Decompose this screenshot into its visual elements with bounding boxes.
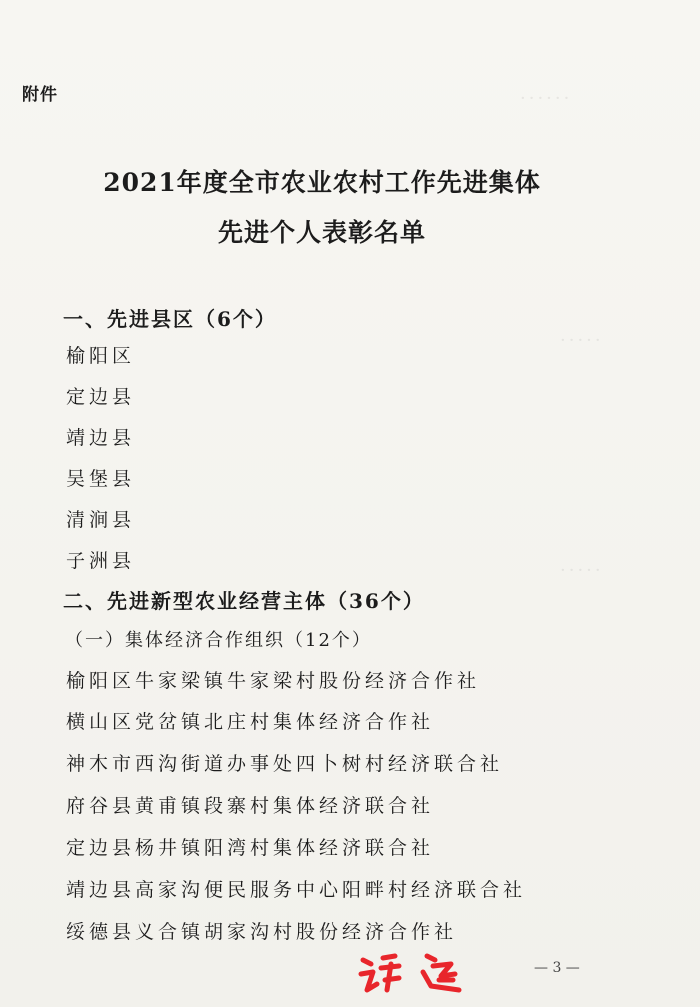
organization-item: 横山区党岔镇北庄村集体经济合作社 (66, 711, 435, 733)
organization-item: 榆阳区牛家梁镇牛家梁村股份经济合作社 (66, 670, 481, 692)
section2-subheading: （一）集体经济合作组织（12个） (65, 630, 372, 651)
section2-heading: 二、先进新型农业经营主体（36个） (63, 589, 425, 613)
organization-item: 神木市西沟街道办事处四卜树村经济联合社 (66, 753, 504, 775)
county-item: 吴堡县 (66, 468, 136, 490)
organization-item: 定边县杨井镇阳湾村集体经济联合社 (66, 837, 435, 859)
red-handwritten-mark (355, 950, 475, 1000)
page-number: — 3 — (534, 960, 580, 976)
bleed-through-text: ······ (520, 88, 573, 109)
county-item: 清涧县 (66, 509, 136, 531)
organization-item: 靖边县高家沟便民服务中心阳畔村经济联合社 (66, 879, 527, 901)
bleed-through-text: ····· (560, 330, 604, 351)
document-title-line2: 先进个人表彰名单 (217, 218, 426, 247)
document-title-line1: 2021年度全市农业农村工作先进集体 (103, 168, 541, 197)
county-item: 子洲县 (66, 550, 136, 572)
attachment-label: 附件 (22, 85, 58, 105)
bleed-through-text: ····· (560, 560, 604, 581)
organization-item: 府谷县黄甫镇段寨村集体经济联合社 (66, 795, 435, 817)
organization-item: 绥德县义合镇胡家沟村股份经济合作社 (66, 921, 458, 943)
county-item: 靖边县 (66, 427, 136, 449)
county-item: 定边县 (66, 386, 136, 408)
county-item: 榆阳区 (66, 345, 136, 367)
section1-heading: 一、先进县区（6个） (63, 307, 277, 331)
